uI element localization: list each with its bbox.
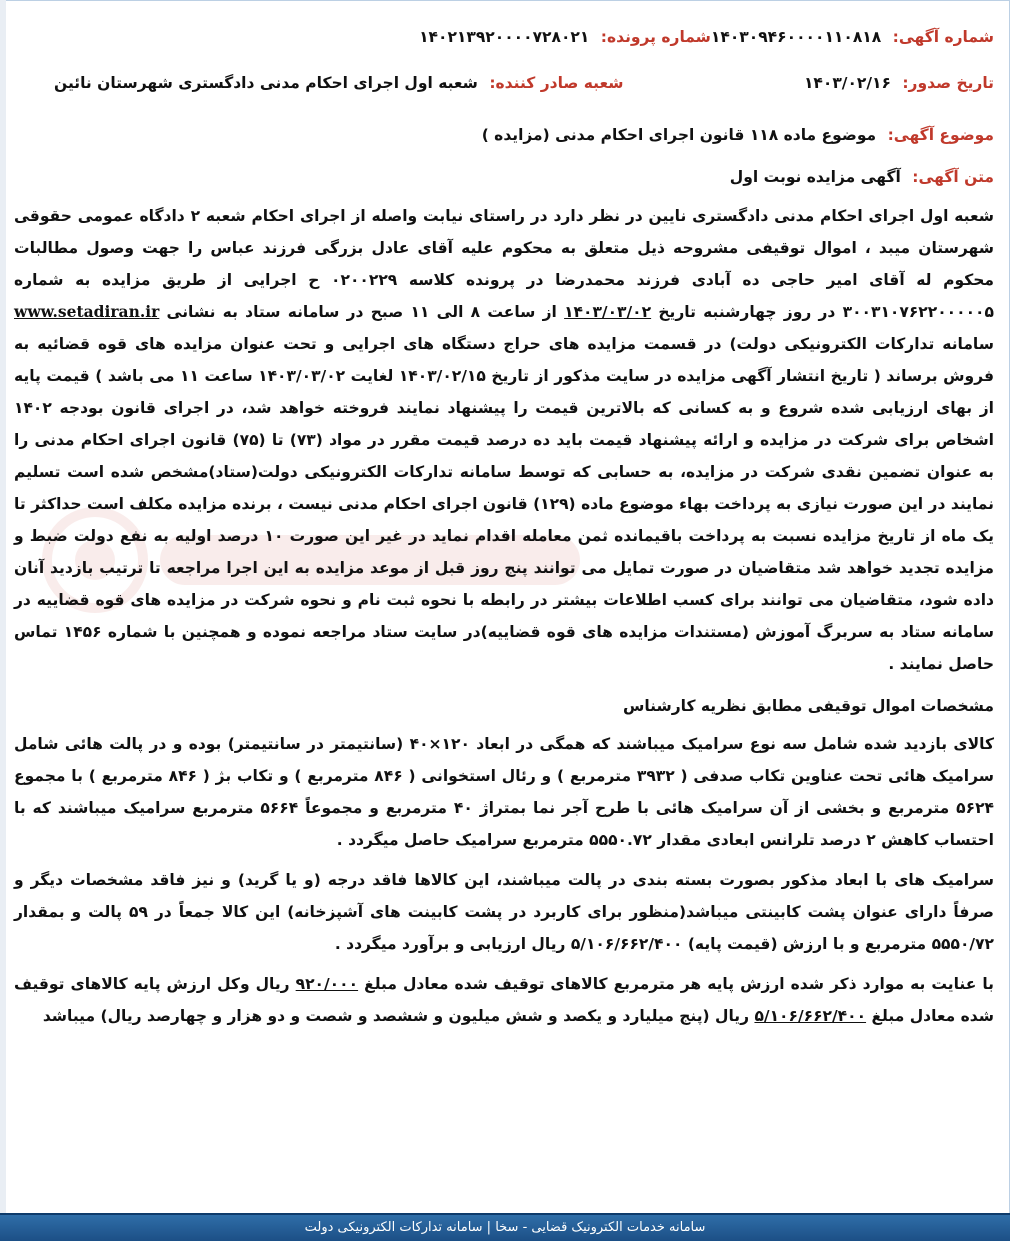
setadiran-link[interactable]: www.setadiran.ir <box>14 302 160 321</box>
issuing-branch-label: شعبه صادر کننده: <box>489 74 624 92</box>
auction-paragraph <box>14 200 994 680</box>
total-price: ۵/۱۰۶/۶۶۲/۴۰۰ <box>754 1007 867 1025</box>
valuation-text-c: ریال (پنج میلیارد و یکصد و شش میلیون و ششصد و شصت و دو هزار و چهارصد ریال) میباشد <box>42 1007 750 1025</box>
notice-number: ۱۴۰۳۰۹۴۶۰۰۰۰۱۱۰۸۱۸ <box>710 28 882 46</box>
valuation-text-b: ریال وکل ارزش پایه کالاهای توقیف شده معادل مبلغ <box>14 975 994 1025</box>
issue-date-field <box>804 74 994 92</box>
subject-label: موضوع آگهی: <box>887 126 994 144</box>
case-number-field <box>419 28 711 46</box>
subject-value: موضوع ماده ۱۱۸ قانون اجرای احکام مدنی (مزایده ) <box>481 126 877 144</box>
notice-number-field <box>711 28 994 46</box>
auction-date: ۱۴۰۳/۰۳/۰۲ <box>564 303 652 321</box>
auction-text-c: سامانه تدارکات الکترونیکی دولت) در قسمت مزایده های حراج دستگاه های اجرایی و تحت عنوان مزایده های قوه قضائیه به فروش برساند ( تاریخ انتشار آگهی مزایده در سایت مذکور از تاریخ ۱۴۰۳/۰۲/۱۵ لغایت ۱۴۰۳/۰۳/۰۲ ساعت ۱۱ می باشد ) قیمت پایه از بهای ارزیابی شده شروع و به کسانی که بالاترین قیمت را پیشنهاد نمایند فروخته خواهد شد، در اجرای قانون بودجه ۱۴۰۲ اشخاص برای شرکت در مزایده و ارائه پیشنهاد قیمت باید ده درصد قیمت مقرر در مواد (۷۳) تا (۷۵) قانون اجرای احکام مدنی را به عنوان تضمین نقدی شرکت در مزایده، به حسابی که توسط سامانه تدارکات الکترونیکی دولت(ستاد)مشخص شده است تسلیم نمایند در این صورت نیازی به پرداخت بهاء موضوع ماده (۱۲۹) قانون اجرای احکام مدنی نیست ، برنده مزایده مکلف است حداکثر تا یک ماه از تاریخ مزایده نسبت به پرداخت باقیمانده ثمن معامله اقدام نماید در غیر این صورت ۱۰ درصد اولیه به نفع دولت ضبط و مزایده تجدید خواهد شد متقاضیان در صورت تمایل می توانند پنج روز قبل از موعد مزایده به این اجرا مراجعه تا ترتیب بازدید آنان داده شود، متقاضیان می توانند برای کسب اطلاعات بیشتر در رابطه با نحوه ثبت نام و نحوه شرکت در مزایده های قوه قضاییه در سامانه ستاد به سربرگ آموزش (مستندات مزایده های قوه قضاییه)در سایت ستاد مراجعه نموده و همچنین با شماره ۱۴۵۶ تماس حاصل نمایند . <box>14 335 995 673</box>
issuing-branch: شعبه اول اجرای احکام مدنی دادگستری شهرستان نائین <box>54 74 478 92</box>
header-row-2 <box>14 74 994 92</box>
unit-price: ۹۲۰/۰۰۰ <box>295 975 359 993</box>
valuation-paragraph <box>14 968 994 1032</box>
valuation-text-a: با عنایت به موارد ذکر شده ارزش پایه هر مترمربع کالاهای توقیف شده معادل مبلغ <box>364 975 995 993</box>
packaging-paragraph: سرامیک های با ابعاد مذکور بصورت بسته بندی در پالت میباشند، این کالاها فاقد درجه (و یا گرید) و نیز فاقد مشخصات دیگر و صرفاً دارای عنوان پشت کابینتی میباشد(منظور برای کاربرد در پشت کابینت های آشپزخانه) این کالا جمعاً در ۵۹ پالت و بمقدار ۵۵۵۰/۷۲ مترمربع و با ارزش (قیمت پایه) ۵/۱۰۶/۶۶۲/۴۰۰ ریال ارزیابی و برآورد میگردد . <box>14 871 995 953</box>
case-number-label: شماره پرونده: <box>600 28 711 46</box>
auction-text-a: شعبه اول اجرای احکام مدنی دادگستری نایین در نظر دارد در راستای نیابت واصله از اجرای احکام شعبه ۲ دادگاه عمومی حقوقی شهرستان میبد ، اموال توقیفی مشروحه ذیل متعلق به محکوم علیه آقای عادل بزرگی فرزند عباس را جهت وصول مطالبات محکوم له آقای امیر حاجی ده آبادی فرزند محمدرضا در پرونده کلاسه ۰۲۰۰۲۲۹ ح اجرایی از طریق مزایده به شماره ۳۰۰۳۱۰۷۶۲۲۰۰۰۰۰۵ در روز چهارشنبه تاریخ <box>14 207 994 321</box>
scrollbar-track[interactable] <box>0 0 6 1215</box>
issuing-branch-field <box>54 74 624 92</box>
issue-date-label: تاریخ صدور: <box>902 74 994 92</box>
body-label: متن آگهی: <box>912 168 994 186</box>
case-number: ۱۴۰۲۱۳۹۲۰۰۰۰۷۲۸۰۲۱ <box>419 28 590 46</box>
auction-text-b: از ساعت ۸ الی ۱۱ صبح در سامانه ستاد به نشانی <box>166 303 557 321</box>
notice-title: آگهی مزایده نوبت اول <box>729 168 901 186</box>
issue-date: ۱۴۰۳/۰۲/۱۶ <box>803 74 891 92</box>
footer-bar <box>0 1213 1010 1241</box>
header-row-1 <box>14 28 994 46</box>
specs-heading: مشخصات اموال توقیفی مطابق نظریه کارشناس <box>622 697 994 715</box>
notice-document <box>14 20 994 1032</box>
notice-number-label: شماره آگهی: <box>892 28 994 46</box>
body-label-field <box>14 168 994 186</box>
specs-paragraph: کالای بازدید شده شامل سه نوع سرامیک میباشند که همگی در ابعاد ۱۲۰×۴۰ (سانتیمتر در سانتیمتر) بوده و در پالت هائی شامل سرامیک هائی تحت عناوین تکاب صدفی ( ۳۹۳۲ مترمربع ) و رئال استخوانی ( ۸۴۶ مترمربع ) و تکاب بژ ( ۸۴۶ مترمربع ) با مجموع ۵۶۲۴ مترمربع و بخشی از آن سرامیک هائی با طرح آجر نما بمتراژ ۴۰ مترمربع و مجموعاً ۵۶۶۴ مترمربع سرامیک میباشند که با احتساب کاهش ۲ درصد تلرانس ابعادی مقدار ۵۵۵۰.۷۲ مترمربع سرامیک حاصل میگردد . <box>14 735 995 849</box>
footer-text[interactable]: سامانه خدمات الکترونیک قضایی - سخا | سامانه تدارکات الکترونیکی دولت <box>304 1220 706 1235</box>
subject-field <box>14 126 994 144</box>
